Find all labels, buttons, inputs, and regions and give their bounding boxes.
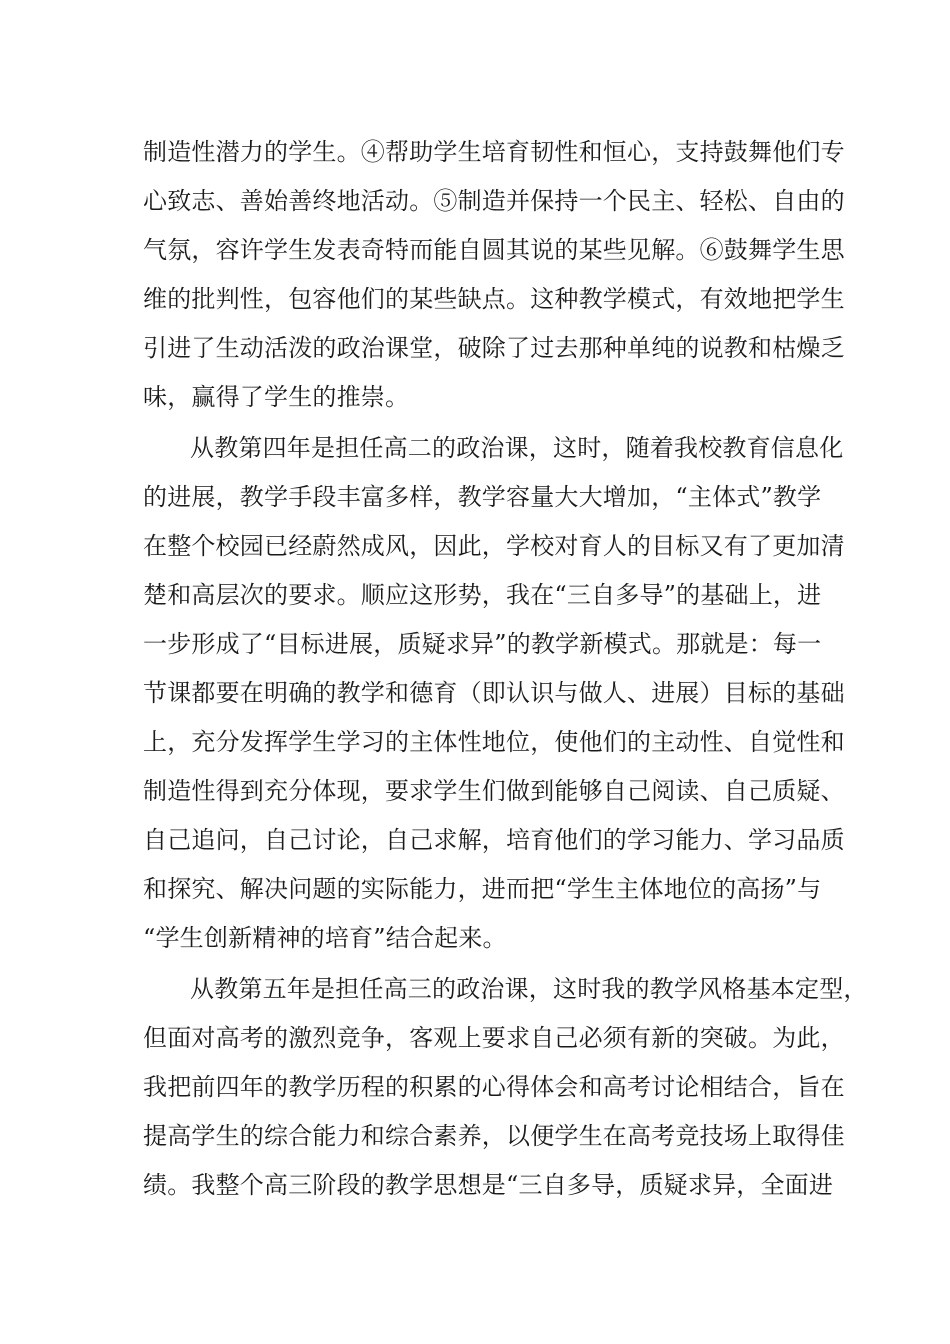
text-line: 一步形成了“目标进展，质疑求异”的教学新模式。那就是：每一 (143, 630, 822, 658)
text-line: 我把前四年的教学历程的积累的心得体会和高考讨论相结合，旨在 (143, 1073, 845, 1101)
text-line: 在整个校园已经蔚然成风，因此，学校对育人的目标又有了更加清 (143, 532, 845, 560)
text-line: 楚和高层次的要求。顺应这形势，我在“三自多导”的基础上，进 (143, 581, 822, 609)
text-line: 自己追问，自己讨论，自己求解，培育他们的学习能力、学习品质 (143, 826, 845, 854)
text-line: 节课都要在明确的教学和德育（即认识与做人、进展）目标的基础 (143, 679, 845, 707)
text-line: 绩。我整个高三阶段的教学思想是“三自多导，质疑求异，全面进 (143, 1171, 834, 1199)
text-line: 味，赢得了学生的推崇。 (143, 383, 410, 411)
text-line: 制造性得到充分体现，要求学生们做到能够自己阅读、自己质疑、 (143, 777, 845, 805)
text-line: 气氛，容许学生发表奇特而能自圆其说的某些见解。⑥鼓舞学生思 (143, 236, 845, 264)
text-line: “学生创新精神的培育”结合起来。 (143, 924, 507, 952)
paragraph-first-line: 从教第五年是担任高三的政治课，这时我的教学风格基本定型， (190, 975, 868, 1003)
text-line: 但面对高考的激烈竞争，客观上要求自己必须有新的突破。为此， (143, 1024, 845, 1052)
text-line: 引进了生动活泼的政治课堂，破除了过去那种单纯的说教和枯燥乏 (143, 334, 845, 362)
text-line: 维的批判性，包容他们的某些缺点。这种教学模式，有效地把学生 (143, 285, 845, 313)
text-line: 制造性潜力的学生。④帮助学生培育韧性和恒心，支持鼓舞他们专 (143, 138, 845, 166)
paragraph-first-line: 从教第四年是担任高二的政治课，这时，随着我校教育信息化 (190, 434, 844, 462)
text-line: 的进展，教学手段丰富多样，教学容量大大增加，“主体式”教学 (143, 483, 822, 511)
text-line: 上，充分发挥学生学习的主体性地位，使他们的主动性、自觉性和 (143, 728, 845, 756)
text-line: 提高学生的综合能力和综合素养，以便学生在高考竞技场上取得佳 (143, 1122, 845, 1150)
text-line: 和探究、解决问题的实际能力，进而把“学生主体地位的高扬”与 (143, 875, 822, 903)
text-line: 心致志、善始善终地活动。⑤制造并保持一个民主、轻松、自由的 (143, 187, 845, 215)
